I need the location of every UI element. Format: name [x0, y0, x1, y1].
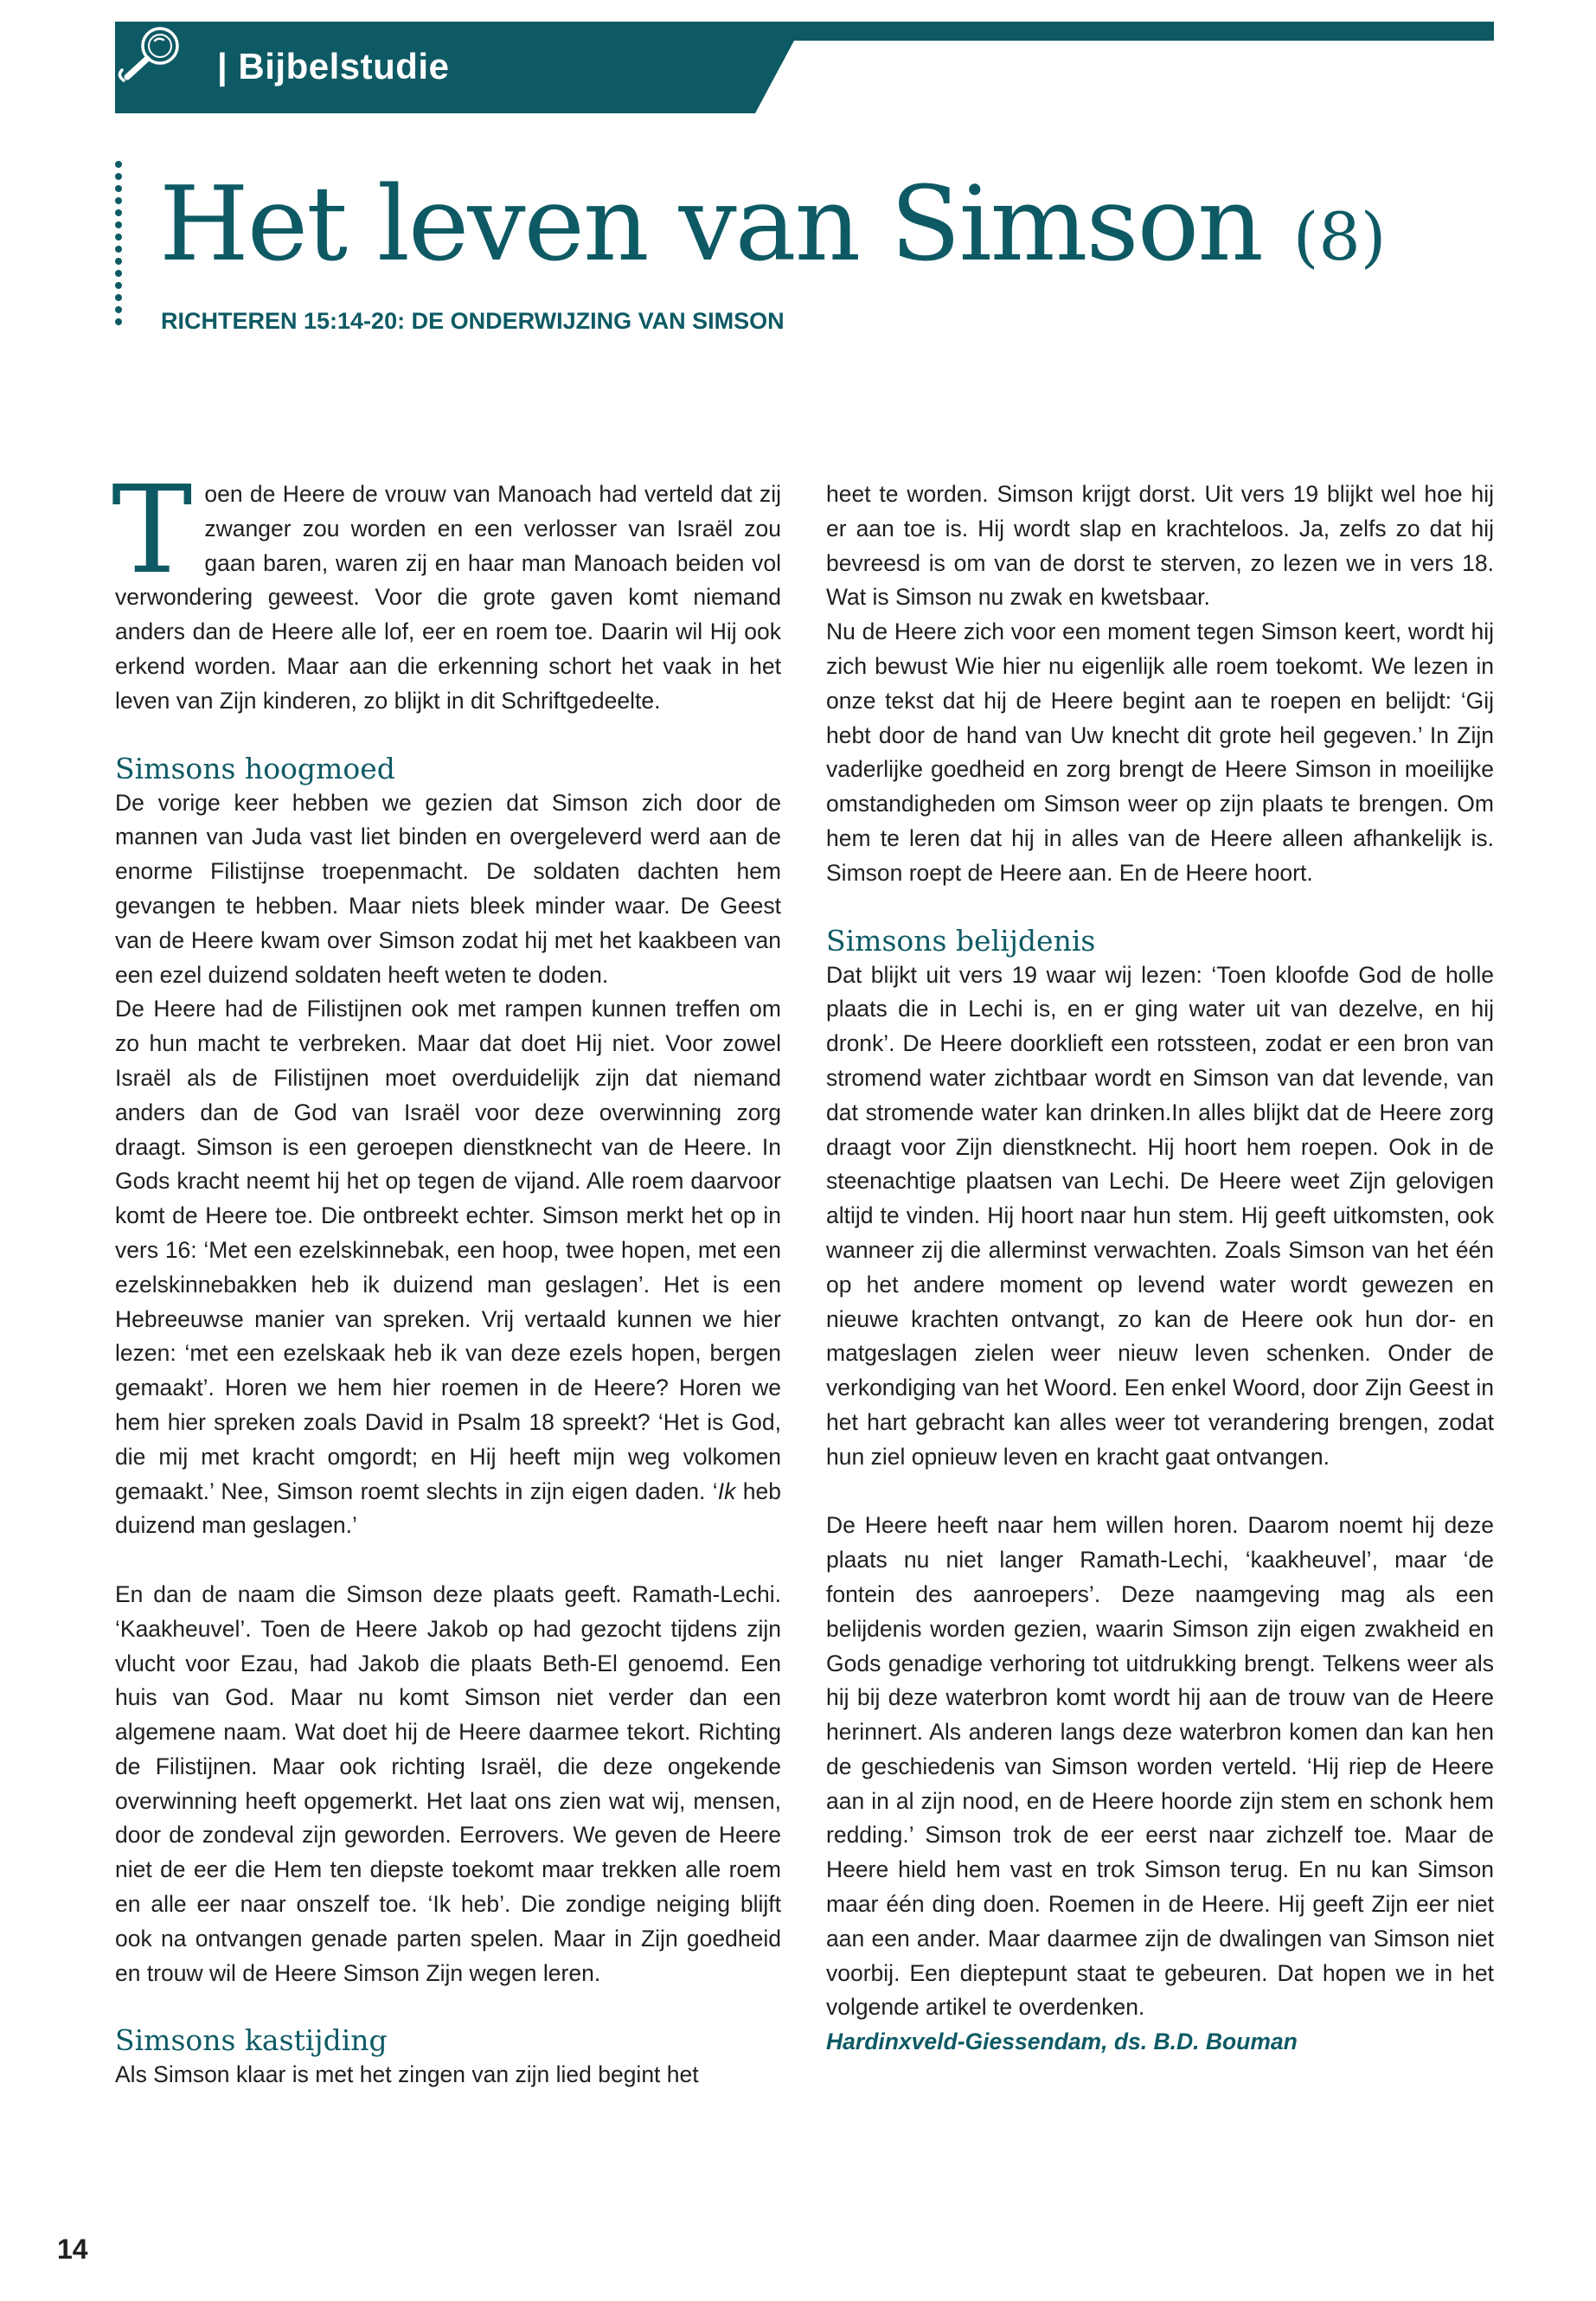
- article-title: [159, 160, 1386, 302]
- paragraph: Nu de Heere zich voor een moment tegen Simson keert, wordt hij zich bewust Wie hier nu eigenlijk alle roem toekomt. We lezen in onze tekst dat hij de Heere begint aan te roepen en belijdt: ‘Gij hebt door de hand van Uw knecht dit grote heil gegeven.’ In Zijn vaderlijke goedheid en zorg brengt de Heere Simson in moeilijke omstandigheden om Simson weer op zijn plaats te brengen. Om hem te leren dat hij in alles van de Heere alleen afhankelijk is. Simson roept de Heere aan. En de Heere hoort.: [826, 619, 1494, 886]
- right-column: [826, 478, 1494, 2060]
- paragraph-text: De Heere had de Filistijnen ook met rampen kunnen treffen om zo hun macht te verbreken. Maar dat doet Hij niet. Voor zowel Israël als de Filistijnen moet overduidelijk zijn dat niemand anders dan de God van Israël voor deze overwinning zorg draagt. Simson is een geroepen dienstknecht van de Heere. In Gods kracht neemt hij het op tegen de vijand. Alle roem daarvoor komt de Heere toe. Die ontbreekt echter. Simson merkt het op in vers 16: ‘Met een ezelskinnebak, een hoop, twee hopen, met een ezelskinnebakken heb ik duizend man geslagen’. Het is een Hebreeuwse manier van spreken. Vrij vertaald kunnen we hier lezen: ‘met een ezelskaak heb ik van deze ezels hopen, bergen gemaakt’. Horen we hem hier roemen in de Heere? Horen we hem hier spreken zoals David in Psalm 18 spreekt? ‘Het is God, die mij met kracht omgordt; en Hij heeft mijn weg volkomen gemaakt.’ Nee, Simson roemt slechts in zijn eigen daden. ‘: [115, 996, 781, 1504]
- author-signature: Hardinxveld-Giessendam, ds. B.D. Bouman: [826, 2029, 1298, 2055]
- heading-simsons-belijdenis: Simsons belijdenis: [826, 923, 1096, 958]
- paragraph: heet te worden. Simson krijgt dorst. Uit vers 19 blijkt wel hoe hij er aan toe is. Hij wordt slap en krachteloos. Ja, zelfs zo dat hij bevreesd is om van de dorst te sterven, zo lezen we in vers 18. Wat is Simson nu zwak en kwetsbaar.: [826, 481, 1494, 611]
- article-title-number: (8): [1292, 198, 1387, 275]
- magnifier-book-icon: [115, 22, 189, 86]
- intro-paragraph: [112, 460, 781, 719]
- page-number: 14: [57, 2234, 88, 2265]
- paragraph: De vorige keer hebben we gezien dat Simson zich door de mannen van Juda vast liet binden en overgeleverd werd aan de enorme Filistijnse troepenmacht. De soldaten dachten hem gevangen te hebben. Maar niets bleek minder waar. De Geest van de Heere kwam over Simson zodat hij met het kaakbeen van een ezel duizend soldaten heeft weten te doden.: [115, 789, 781, 988]
- article-subtitle: RICHTEREN 15:14-20: DE ONDERWIJZING VAN SIMSON: [161, 308, 785, 334]
- paragraph: Dat blijkt uit vers 19 waar wij lezen: ‘Toen kloofde God de holle plaats die in Lechi is, en er ging water uit van dezelve, en hij dronk’. De Heere doorklieft een rotssteen, zodat er een bron van stromend water zichtbaar wordt en Simson van dat levende, van dat stromende water kan drinken.In alles blijkt dat de Heere zorg draagt voor Zijn dienstknecht. Hij hoort hem roepen. Ook in de steenachtige plaatsen van Lechi. De Heere weet Zijn gelovigen altijd te vinden. Hij hoort naar hun stem. Hij geeft uitkomsten, ook wanneer zij die allerminst verwachten. Zoals Simson van het één op het andere moment op levend water wordt gewezen en nieuwe krachten ontvangt, zo kan de Heere ook hun dor- en matgeslagen zielen weer nieuw leven schenken. Onder de verkondiging van het Woord. Een enkel Woord, door Zijn Geest in het hart gebracht kan alles weer tot verandering brengen, zodat hun ziel opnieuw leven en kracht gaat ontvangen.: [826, 961, 1494, 1470]
- left-column: [112, 460, 781, 2093]
- paragraph: En dan de naam die Simson deze plaats geeft. Ramath-Lechi. ‘Kaakheuvel’. Toen de Heere Jakob op had gezocht tijdens zijn vlucht voor Ezau, had Jakob die plaats Beth-El genoemd. Een huis van God. Maar nu komt Simson niet verder dan een algemene naam. Wat doet hij de Heere daarmee tekort. Richting de Filistijnen. Maar ook richting Israël, die deze ongekende overwinning heeft opgemerkt. Het laat ons zien wat wij, mensen, door de zondeval zijn geworden. Eerrovers. We geven de Heere niet de eer die Hem ten diepste toekomt maar trekken alle roem en alle eer naar onszelf toe. ‘Ik heb’. Die zondige neiging blijft ook na ontvangen genade parten spelen. Maar in Zijn goedheid en trouw wil de Heere Simson Zijn wegen leren.: [115, 1580, 781, 1986]
- dotted-ornament: [114, 160, 123, 333]
- paragraph: De Heere heeft naar hem willen horen. Daarom noemt hij deze plaats nu niet langer Ramath-Lechi, ‘kaakheuvel’, maar ‘de fontein des aanroepers’. Deze naamgeving mag als een belijdenis worden gezien, waarin Simson zijn eigen zwakheid en Gods genadige verhoring tot uitdrukking brengt. Telkens weer als hij bij deze waterbron komt wordt hij aan de trouw van de Heere herinnert. Als anderen langs deze waterbron komen dan kan hen de geschiedenis van Simson worden verteld. ‘Hij riep de Heere aan in al zijn nood, en de Heere hoorde zijn stem en schonk hem redding.’ Simson trok de eer eerst naar zichzelf toe. Maar de Heere hield hem vast en trok Simson terug. En nu kan Simson maar één ding doen. Roemen in de Heere. Hij geeft Zijn eer niet aan een ander. Maar daarmee zijn de dwalingen van Simson niet voorbij. Een dieptepunt staat te gebeuren. Dat hopen we in het volgende artikel te overdenken.: [826, 1512, 1494, 2021]
- emphasis-text: Ik: [717, 1477, 736, 1504]
- heading-simsons-kastijding: Simsons kastijding: [115, 2023, 388, 2058]
- drop-cap: T: [112, 460, 193, 601]
- paragraph: [115, 992, 781, 1543]
- heading-simsons-hoogmoed: Simsons hoogmoed: [115, 751, 395, 785]
- section-banner: [115, 22, 1494, 113]
- paragraph-text: heb duizend man geslagen.’: [115, 1477, 781, 1539]
- intro-text: oen de Heere de vrouw van Manoach had verteld dat zij zwanger zou worden en een verlosser van Israël zou gaan baren, waren zij en haar man Manoach beiden vol verwondering geweest. Voor die grote gaven komt niemand anders dan de Heere alle lof, eer en roem toe. Daarin wil Hij ook erkend worden. Maar aan die erkenning schort het vaak in het leven van Zijn kinderen, zo blijkt in dit Schriftgedeelte.: [115, 481, 781, 714]
- article-title-text: Het leven van Simson: [159, 165, 1262, 285]
- section-label: | Bijbelstudie: [217, 46, 450, 87]
- paragraph: Als Simson klaar is met het zingen van zijn lied begint het: [115, 2061, 699, 2088]
